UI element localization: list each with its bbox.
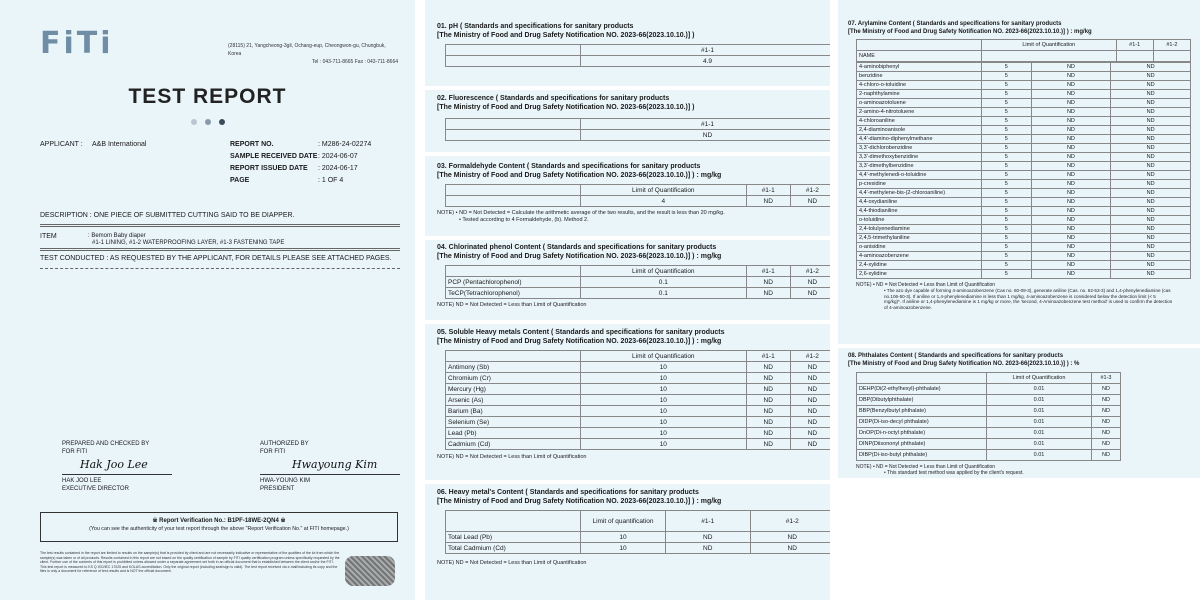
section-arylamine: 07. Arylamine Content ( Standards and specifications for sanitary products [The Ministry of Food and Drug Safety Notification NO. 2023-66(2023.10.10.)] ) : mg/kg Limit of Quantification #1-1 #1-2 NAME 4-aminobiphenyl 5 ND ND benzidine 5 ND ND 4-chloro-o-toluidine 5 ND ND 2-naphthylamine 5 ND ND o-aminoazotoluene 5 ND ND 2-amino-4-nitrotoluene 5 ND ND 4-chloroaniline 5 ND ND 2,4-diaminoanisole 5 ND ND 4,4'-diamino-diphenylmethane 5 ND ND 3,3'-dichlorobenzidine 5 ND ND 3,3'-dimethoxybenzidine 5 ND ND 3,3'-dimethylbenzidine 5 ND ND 4,4'-methylenedi-o-toluidine 5 ND ND p-cresidine 5 ND ND 4,4'-methylene-bis-(2-chloroaniline) 5 ND ND 4,4-oxydianiline 5 ND ND 4,4-thiodianiline 5 ND ND o-toluidine 5 ND ND 2,4-tolulyenediamine 5 ND ND 2,4,5-trimethylaniline 5 ND ND o-anisidine 5 ND ND 4-aminoazobenzene 5 ND ND 2,4-xylidine 5 ND ND 2,6-xylidine 5 ND ND NOTE) • ND = Not Detected = Less than Limit of Quantification • The azo dye capable of forming 4-aminoazobenzene (Cas no. 60-09-3), generate aniline (Cas. no. 62-53-3) and 1,4-phenylenediamine (cas no.106-50-3). If aniline or 1,4-phenylenediamine is less than 1 mg/kg, 4-aminoazobenzene is considered below the detection limit (< 5 mg/kg)*. If aniline or 1,4-phenylenediamine is 1 mg/kg or more, the 'second, 4-Aminoazobenzene test method' is used to confirm the detection of 4-aminoazobenzene. <box>848 20 1190 310</box>
table-row: Cadmium (Cd) 10 ND ND <box>446 439 831 450</box>
section-soluble-heavy-metals: 05. Soluble Heavy metals Content ( Standards and specifications for sanitary products [The Ministry of Food and Drug Safety Notification NO. 2023-66(2023.10.10.)] ) : mg/kg Limit of Quantification #1-1 #1-2 Antimony (Sb) 10 ND ND Chromium (Cr) 10 ND ND Mercury (Hg) 10 ND ND Arsenic (As) 10 ND ND Barium (Ba) 10 ND ND Selenium (Se) 10 ND ND Lead (Pb) 10 ND ND Cadmium (Cd) 10 ND ND NOTE) ND = Not Detected = Less than Limit of Quantification <box>437 328 820 461</box>
table-row: TeCP(Tetrachlorophenol) 0.1 ND ND <box>446 288 831 299</box>
table-row: Chromium (Cr) 10 ND ND <box>446 373 831 384</box>
hologram-seal <box>345 556 395 586</box>
applicant-label: APPLICANT : <box>40 141 83 148</box>
divider <box>40 224 400 227</box>
section-heavy-metals: 06. Heavy metal's Content ( Standards and specifications for sanitary products [The Ministry of Food and Drug Safety Notification NO. 2023-66(2023.10.10.)] ) : mg/kg Limit of quantification #1-1 #1-2 Total Lead (Pb) 10 ND ND Total Cadmium (Cd) 10 ND ND NOTE) ND = Not Detected = Less than Limit of Quantification <box>437 488 820 567</box>
authorized-name-block: HWA-YOUNG KIM PRESIDENT <box>260 478 311 492</box>
phthalates-table: Limit of Quantification #1-3 DEHP(Di(2-ethylhexyl)-phthalate) 0.01 ND DBP(Dibutylphthalate) 0.01 ND BBP(Benzylbutyl phthalate) 0.01 ND DIDP(Di-iso-decyl phthalate) 0.01 ND DnOP(Di-n-octyl phthalate) 0.01 ND DINP(Diisononyl phthalate) 0.01 ND DIBP(Di-iso-butyl phthalate) 0.01 ND <box>856 372 1121 461</box>
soluble-metals-table: Limit of Quantification #1-1 #1-2 Antimony (Sb) 10 ND ND Chromium (Cr) 10 ND ND Mercury (Hg) 10 ND ND Arsenic (As) 10 ND ND Barium (Ba) 10 ND ND Selenium (Se) 10 ND ND Lead (Pb) 10 ND ND Cadmium (Cd) 10 ND ND <box>445 350 830 450</box>
table-row: o-toluidine 5 ND ND <box>857 216 1191 225</box>
report-issued-value: : 2024-06-17 <box>318 165 358 172</box>
page-label: PAGE <box>230 177 250 184</box>
signature-line <box>260 474 400 475</box>
table-row: DINP(Diisononyl phthalate) 0.01 ND <box>857 439 1121 450</box>
table-row: 2,4,5-trimethylaniline 5 ND ND <box>857 234 1191 243</box>
test-conducted: TEST CONDUCTED : AS REQUESTED BY THE APPLICANT, FOR DETAILS PLEASE SEE ATTACHED PAGES. <box>40 255 392 262</box>
table-row: benzidine 5 ND ND <box>857 72 1191 81</box>
results-page-3 <box>838 0 1200 600</box>
section-chlorinated-phenol: 04. Chlorinated phenol Content ( Standards and specifications for sanitary products [The Ministry of Food and Drug Safety Notification NO. 2023-66(2023.10.10.)] ) : mg/kg Limit of Quantification #1-1 #1-2 PCP (Pentachlorophenol) 0.1 ND ND TeCP(Tetrachlorophenol) 0.1 ND ND NOTE) ND = Not Detected = Less than Limit of Quantification <box>437 243 820 309</box>
ph-table: #1-1 4.9 <box>445 44 830 67</box>
formaldehyde-table: Limit of Quantification #1-1 #1-2 4 ND ND <box>445 184 830 207</box>
fluorescence-table: #1-1 ND <box>445 118 830 141</box>
table-row: 4-aminobiphenyl 5 ND ND <box>857 63 1191 72</box>
description: DESCRIPTION : ONE PIECE OF SUBMITTED CUTTING SAID TO BE DIAPPER. <box>40 212 295 219</box>
prepared-name-block: HAK JOO LEE EXECUTIVE DIRECTOR <box>62 478 129 492</box>
table-row: Total Cadmium (Cd) 10 ND ND <box>446 543 831 554</box>
section-phthalates: 08. Phthalates Content ( Standards and specifications for sanitary products [The Ministry of Food and Drug Safety Notification NO. 2023-66(2023.10.10.)] ) : % Limit of Quantification #1-3 DEHP(Di(2-ethylhexyl)-phthalate) 0.01 ND DBP(Dibutylphthalate) 0.01 ND BBP(Benzylbutyl phthalate) 0.01 ND DIDP(Di-iso-decyl phthalate) 0.01 ND DnOP(Di-n-octyl phthalate) 0.01 ND DINP(Diisononyl phthalate) 0.01 ND DIBP(Di-iso-butyl phthalate) 0.01 ND NOTE) • ND = Not Detected = Less than Limit of Quantification • This standard test method was applied by the client's request. <box>848 352 1190 476</box>
table-row: 4,4-oxydianiline 5 ND ND <box>857 198 1191 207</box>
table-row: 4,4'-methylene-bis-(2-chloroaniline) 5 ND ND <box>857 189 1191 198</box>
table-row: Arsenic (As) 10 ND ND <box>446 395 831 406</box>
chlorinated-phenol-table: Limit of Quantification #1-1 #1-2 PCP (Pentachlorophenol) 0.1 ND ND TeCP(Tetrachlorophenol) 0.1 ND ND <box>445 265 830 299</box>
sample-received-value: : 2024-06-07 <box>318 153 358 160</box>
table-row: BBP(Benzylbutyl phthalate) 0.01 ND <box>857 406 1121 417</box>
table-row: Total Lead (Pb) 10 ND ND <box>446 532 831 543</box>
item-label: ITEM <box>40 233 57 240</box>
lab-address: (28115) 21, Yangcheong-3gil, Ochang-eup, Cheongwon-gu, Chungbuk, Korea Tel : 043-711-8665 Fax : 043-711-8664 <box>228 43 398 65</box>
prepared-signature: Hak Joo Lee <box>80 458 148 471</box>
applicant-value: A&B International <box>92 141 147 148</box>
authorized-signature: Hwayoung Kim <box>292 458 378 471</box>
table-row: DnOP(Di-n-octyl phthalate) 0.01 ND <box>857 428 1121 439</box>
report-issued-label: REPORT ISSUED DATE <box>230 165 308 172</box>
table-row: DIDP(Di-iso-decyl phthalate) 0.01 ND <box>857 417 1121 428</box>
dot-icon <box>191 119 197 125</box>
table-row: 4-chloro-o-toluidine 5 ND ND <box>857 81 1191 90</box>
signature-line <box>62 474 172 475</box>
section-ph: 01. pH ( Standards and specifications for sanitary products [The Ministry of Food and Drug Safety Notification NO. 2023-66(2023.10.10.)] ) #1-1 4.9 <box>437 22 820 67</box>
table-row: DEHP(Di(2-ethylhexyl)-phthalate) 0.01 ND <box>857 384 1121 395</box>
table-row: Mercury (Hg) 10 ND ND <box>446 384 831 395</box>
table-row: Antimony (Sb) 10 ND ND <box>446 362 831 373</box>
report-title: TEST REPORT <box>128 85 287 108</box>
arylamine-rows <box>856 62 1191 279</box>
table-row: DBP(Dibutylphthalate) 0.01 ND <box>857 395 1121 406</box>
table-row: 3,3'-dimethoxybenzidine 5 ND ND <box>857 153 1191 162</box>
title-dots <box>0 112 415 130</box>
table-row: 2,6-xylidine 5 ND ND <box>857 270 1191 279</box>
report-no-value: : M286-24-02274 <box>318 141 372 148</box>
table-row: o-aminoazotoluene 5 ND ND <box>857 99 1191 108</box>
fiti-logo: FiTi <box>40 26 114 61</box>
fluorescence-value: ND <box>581 130 831 141</box>
prepared-block: PREPARED AND CHECKED BY FOR FITI <box>62 441 150 455</box>
table-row: Barium (Ba) 10 ND ND <box>446 406 831 417</box>
report-cover-page <box>0 0 415 600</box>
table-row: 4,4'-methylenedi-o-toluidine 5 ND ND <box>857 171 1191 180</box>
table-row: 3,3'-dichlorobenzidine 5 ND ND <box>857 144 1191 153</box>
dot-icon <box>219 119 225 125</box>
sample-received-label: SAMPLE RECEIVED DATE <box>230 153 318 160</box>
table-row: 4,4-thiodianiline 5 ND ND <box>857 207 1191 216</box>
legal-footer: The test results contained in the report are limited to results on the sample(s) that is provided by client and are not necessarily indicative or representative of the qualities of the lot from which the sample(s) was taken or of all products. Results contained in this report are not based on the quality certification of sample by FITI quality certification program unless specifically requested by the client. Further use of the contents of this report is prohibited unless allowed under a separate agreement set forth in an official document that is established between the client and/or the FITI. This test report is measured to KS Q ISO/IEC 17025 and KOLAS accreditation. Only the original report (including seal/sign is valid). The test report received via e-mail/including its copy and the files is only a document for reference of test results and is NOT the official document. <box>40 551 340 573</box>
table-row: 2,4-diaminoanisole 5 ND ND <box>857 126 1191 135</box>
authorized-block: AUTHORIZED BY FOR FITI <box>260 441 309 455</box>
table-row: 2,4-tolulyenediamine 5 ND ND <box>857 225 1191 234</box>
section-formaldehyde: 03. Formaldehyde Content ( Standards and specifications for sanitary products [The Ministry of Food and Drug Safety Notification NO. 2023-66(2023.10.10.)] ) : mg/kg Limit of Quantification #1-1 #1-2 4 ND ND NOTE) • ND = Not Detected = Calculate the arithmetic average of the two results, and the result is less than 20 mg/kg. • Tested according to 4 Formaldehyde, (b). Method 2. <box>437 162 820 224</box>
results-page-2 <box>425 0 830 600</box>
table-row: 4,4'-diamino-diphenylmethane 5 ND ND <box>857 135 1191 144</box>
ph-value: 4.9 <box>581 56 831 67</box>
item-line1: : Bemom Baby diaper <box>88 233 146 239</box>
page-value: : 1 OF 4 <box>318 177 344 184</box>
table-row: 2-amino-4-nitrotoluene 5 ND ND <box>857 108 1191 117</box>
verification-box: ※ Report Verification No.: B1PF-18WE-2QN4 ※ (You can see the authenticity of your test report through the above "Report Verification No." at FITI homepage.) <box>40 512 398 542</box>
table-row: 4 ND ND <box>446 196 831 207</box>
divider <box>40 268 400 269</box>
table-row: 4-aminoazobenzene 5 ND ND <box>857 252 1191 261</box>
table-row: o-anisidine 5 ND ND <box>857 243 1191 252</box>
table-row: Lead (Pb) 10 ND ND <box>446 428 831 439</box>
table-row: Selenium (Se) 10 ND ND <box>446 417 831 428</box>
table-row: 2,4-xylidine 5 ND ND <box>857 261 1191 270</box>
report-no-label: REPORT NO. <box>230 141 274 148</box>
table-row: 2-naphthylamine 5 ND ND <box>857 90 1191 99</box>
item-line2: #1-1 LINING, #1-2 WATERPROOFING LAYER, #1-3 FASTENING TAPE <box>92 240 285 246</box>
arylamine-table: Limit of Quantification #1-1 #1-2 NAME <box>856 39 1191 62</box>
dot-icon <box>205 119 211 125</box>
heavy-metals-table: Limit of quantification #1-1 #1-2 Total Lead (Pb) 10 ND ND Total Cadmium (Cd) 10 ND ND <box>445 510 830 554</box>
table-row: 4-chloroaniline 5 ND ND <box>857 117 1191 126</box>
table-row: p-cresidine 5 ND ND <box>857 180 1191 189</box>
table-row: PCP (Pentachlorophenol) 0.1 ND ND <box>446 277 831 288</box>
section-fluorescence: 02. Fluorescence ( Standards and specifications for sanitary products [The Ministry of Food and Drug Safety Notification NO. 2023-66(2023.10.10.)] ) #1-1 ND <box>437 94 820 141</box>
divider <box>40 248 400 251</box>
table-row: DIBP(Di-iso-butyl phthalate) 0.01 ND <box>857 450 1121 461</box>
table-row: 3,3'-dimethylbenzidine 5 ND ND <box>857 162 1191 171</box>
